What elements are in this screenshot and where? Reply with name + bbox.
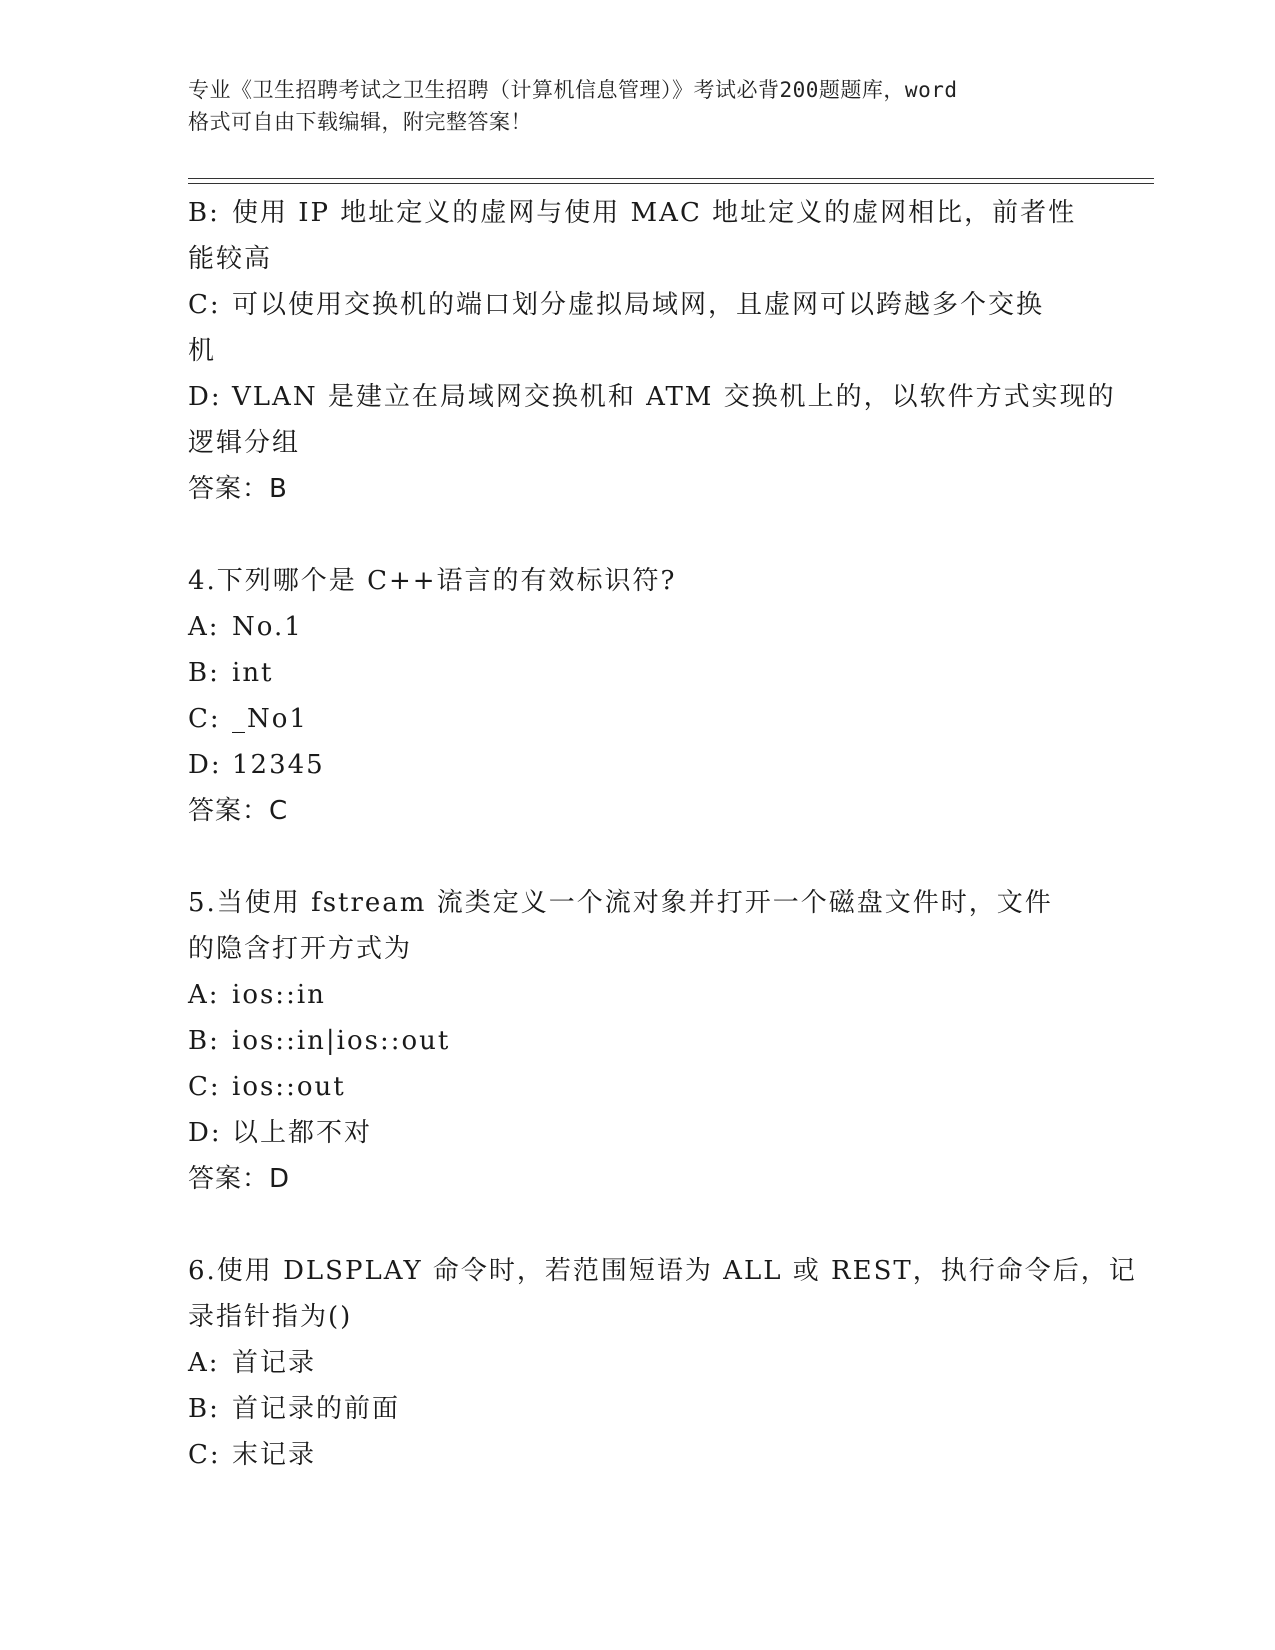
q5-option-b [188, 1018, 1088, 1064]
option-label: B: [188, 1026, 220, 1056]
question-3 [188, 190, 1116, 512]
q3-option-c [188, 282, 1088, 328]
q6-question-cont: 录指针指为() [188, 1302, 353, 1332]
q6-question: 6.使用 DLSPLAY 命令时，若范围短语为 ALL 或 REST，执行命令后，记 [188, 1256, 1137, 1286]
question-5 [188, 880, 1088, 1202]
question-6 [188, 1248, 1137, 1478]
option-label: D: [188, 1118, 222, 1148]
option-label: C: [188, 290, 221, 320]
document-body [188, 190, 1137, 1478]
option-label: C: [188, 1440, 221, 1470]
q3-answer: 答案：B [188, 474, 288, 504]
q3-option-d-cont: 逻辑分组 [188, 428, 301, 458]
q5-question-cont: 的隐含打开方式为 [188, 934, 413, 964]
option-text: ios::in|ios::out [232, 1026, 451, 1056]
option-label: D: [188, 382, 222, 412]
q6-option-c [188, 1432, 1088, 1478]
q6-option-b [188, 1386, 1088, 1432]
q5-option-a [188, 972, 1088, 1018]
option-label: B: [188, 1394, 220, 1424]
spacer [188, 834, 1088, 880]
q4-option-d [188, 742, 1088, 788]
option-label: A: [188, 1348, 220, 1378]
option-text: ios::out [232, 1072, 346, 1102]
option-text: 使用 IP 地址定义的虚网与使用 MAC 地址定义的虚网相比，前者性 [232, 198, 1077, 228]
q4-answer: 答案：C [188, 796, 289, 826]
q5-option-d [188, 1110, 1088, 1156]
q4-option-b [188, 650, 1088, 696]
q5-answer: 答案：D [188, 1164, 291, 1194]
option-text: _No1 [232, 704, 308, 734]
option-label: A: [188, 612, 220, 642]
option-text: 以上都不对 [232, 1118, 373, 1148]
option-label: B: [188, 198, 220, 228]
option-text: VLAN 是建立在局域网交换机和 ATM 交换机上的，以软件方式实现的 [232, 382, 1116, 412]
q4-option-a [188, 604, 1088, 650]
option-text: ios::in [232, 980, 326, 1010]
q3-option-d [188, 374, 1116, 420]
option-label: A: [188, 980, 220, 1010]
q4-option-c [188, 696, 1088, 742]
spacer [188, 512, 1088, 558]
q3-option-b-cont: 能较高 [188, 244, 273, 274]
header-divider [188, 178, 1154, 184]
q6-option-a [188, 1340, 1088, 1386]
option-label: C: [188, 704, 221, 734]
option-label: C: [188, 1072, 221, 1102]
q5-option-c [188, 1064, 1088, 1110]
option-text: int [232, 658, 274, 688]
option-text: No.1 [232, 612, 303, 642]
option-text: 首记录 [232, 1348, 317, 1378]
option-text: 首记录的前面 [232, 1394, 401, 1424]
question-4 [188, 558, 1088, 834]
option-label: B: [188, 658, 220, 688]
spacer [188, 1202, 1088, 1248]
q5-question: 5.当使用 fstream 流类定义一个流对象并打开一个磁盘文件时，文件 [188, 888, 1053, 918]
option-label: D: [188, 750, 222, 780]
option-text: 可以使用交换机的端口划分虚拟局域网，且虚网可以跨越多个交换 [232, 290, 1045, 320]
option-text: 12345 [232, 750, 325, 780]
option-text: 末记录 [232, 1440, 317, 1470]
header-title-line-2: 格式可自由下载编辑，附完整答案！ [188, 110, 532, 134]
q4-question: 4.下列哪个是 C++语言的有效标识符? [188, 566, 677, 596]
q3-option-b [188, 190, 1088, 236]
page-header [188, 74, 1088, 138]
header-title-line-1: 专业《卫生招聘考试之卫生招聘（计算机信息管理）》考试必背200题题库，word [188, 78, 958, 102]
q3-option-c-cont: 机 [188, 336, 217, 366]
